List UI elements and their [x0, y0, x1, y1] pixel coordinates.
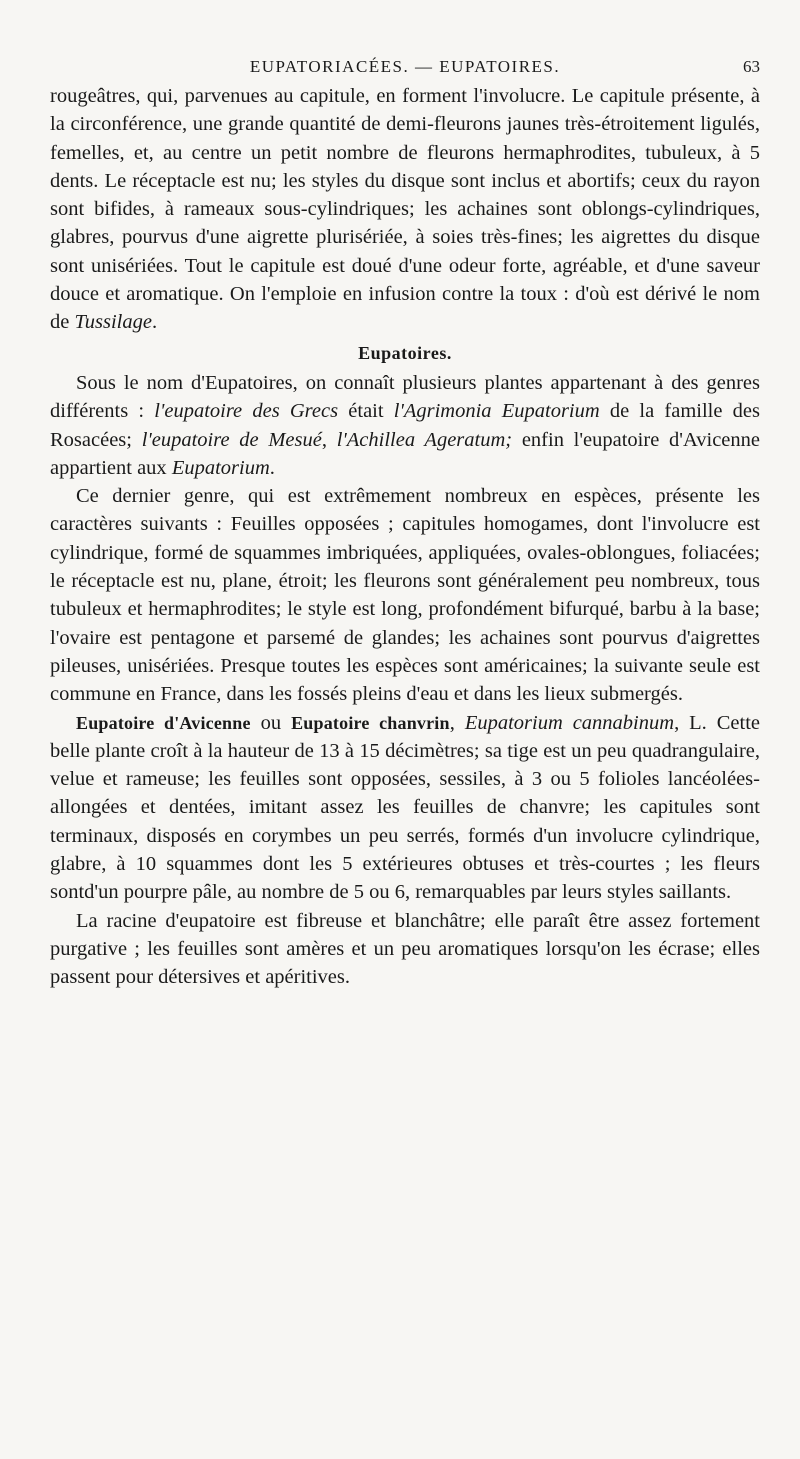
paragraph-text: ou: [250, 711, 292, 734]
page-body: [50, 82, 760, 992]
italic-term: l'eupatoire de Mesué: [141, 428, 322, 451]
paragraph-continued: [50, 82, 760, 337]
paragraph-text: de la famille des Rosacées;: [50, 400, 760, 451]
italic-term: l'Achillea Ageratum;: [336, 428, 513, 451]
paragraph-eupatoires-intro: [50, 369, 760, 482]
paragraph-text: ,: [321, 428, 337, 451]
italic-term: l'Agrimonia Eupatorium: [393, 400, 600, 423]
running-header: [50, 52, 760, 82]
plant-common-name-alt: Eupatoire chanvrin: [291, 712, 450, 733]
punctuation: .: [269, 456, 275, 479]
paragraph-root-properties: La racine d'eupatoire est fibreuse et blanchâtre; elle paraît être assez fortement purgative ; les feuilles sont amères et un peu aromatiques lorsqu'on les écrase; elles passent pour détersives et apéritives.: [50, 909, 760, 989]
plant-common-name: Eupatoire d'Avicenne: [76, 712, 251, 733]
paragraph-genus-characters: Ce dernier genre, qui est extrêmement nombreux en espèces, présente les caractères suivants : Feuilles opposées ; capitules homogames, dont l'involucre est cylindrique, formé de squammes imbriquées, appliquées, ovales-oblongues, foliacées; le réceptacle est nu, plane, étroit; les fleurons sont généralement peu nombreux, tous tubuleux et hermaphrodites; le style est long, profondément bifurqué, barbu à la base; l'ovaire est pentagone et parsemé de glandes; les achaines sont pourvus d'aigrettes pileuses, unisériées. Presque toutes les espèces sont américaines; la suivante seule est commune en France, dans les fossés pleins d'eau et dans les lieux submergés.: [50, 485, 760, 706]
paragraph-text: enfin l'eupatoire d'Avicenne appartient aux: [50, 428, 760, 479]
italic-term: Eupatorium: [171, 456, 270, 479]
italic-term: Tussilage: [74, 311, 152, 334]
paragraph-text: Sous le nom d'Eupatoires, on connaît plusieurs plantes appartenant à des genres différents :: [50, 371, 760, 423]
paragraph-text: , L. Cette belle plante croît à la hauteur de 13 à 15 décimètres; sa tige est un peu quadrangulaire, velue et rameuse; les feuilles sont opposées, sessiles, à 3 ou 5 folioles lancéolées-allongées et dentées, imitant assez les feuilles de chanvre; les capitules sont terminaux, disposés en corymbes un peu serrés, formés d'un involucre cylindrique, glabre, à 10 squammes dont les 5 extérieures obtuses et très-courtes ; les fleurs sontd'un pourpre pâle, au nombre de 5 ou 6, remarquables par leurs styles saillants.: [50, 711, 761, 904]
punctuation: ,: [449, 711, 465, 734]
punctuation: .: [151, 311, 158, 334]
italic-term: l'eupatoire des Grecs: [154, 400, 339, 423]
paragraph-text: rougeâtres, qui, parvenues au capitule, en forment l'involucre. Le capitule présente, à la circonférence, une grande quantité de demi-fleurons jaunes très-étroitement ligulés, femelles, et, au centre un petit nombre de fleurons hermaphrodites, tubuleux, à 5 dents. Le réceptacle est nu; les styles du disque sont inclus et abortifs; ceux du rayon sont bifides, à rameaux sous-cylindriques; les achaines sont oblongs-cylindriques, glabres, pourvus d'une aigrette plurisériée, à soies très-fines; les aigrettes du disque sont unisériées. Tout le capitule est doué d'une odeur forte, agréable, et d'une saveur douce et aromatique. On l'emploie en infusion contre la toux : d'où est dérivé le nom de: [50, 85, 760, 334]
paragraph-eupatoire-avicenne: [50, 709, 760, 907]
section-heading: Eupatoires.: [358, 342, 452, 363]
page-number: 63: [743, 57, 760, 76]
running-title: EUPATORIACÉES. — EUPATOIRES.: [249, 57, 561, 76]
paragraph-text: était: [338, 400, 394, 423]
plant-latin-name: Eupatorium cannabinum: [464, 711, 675, 734]
